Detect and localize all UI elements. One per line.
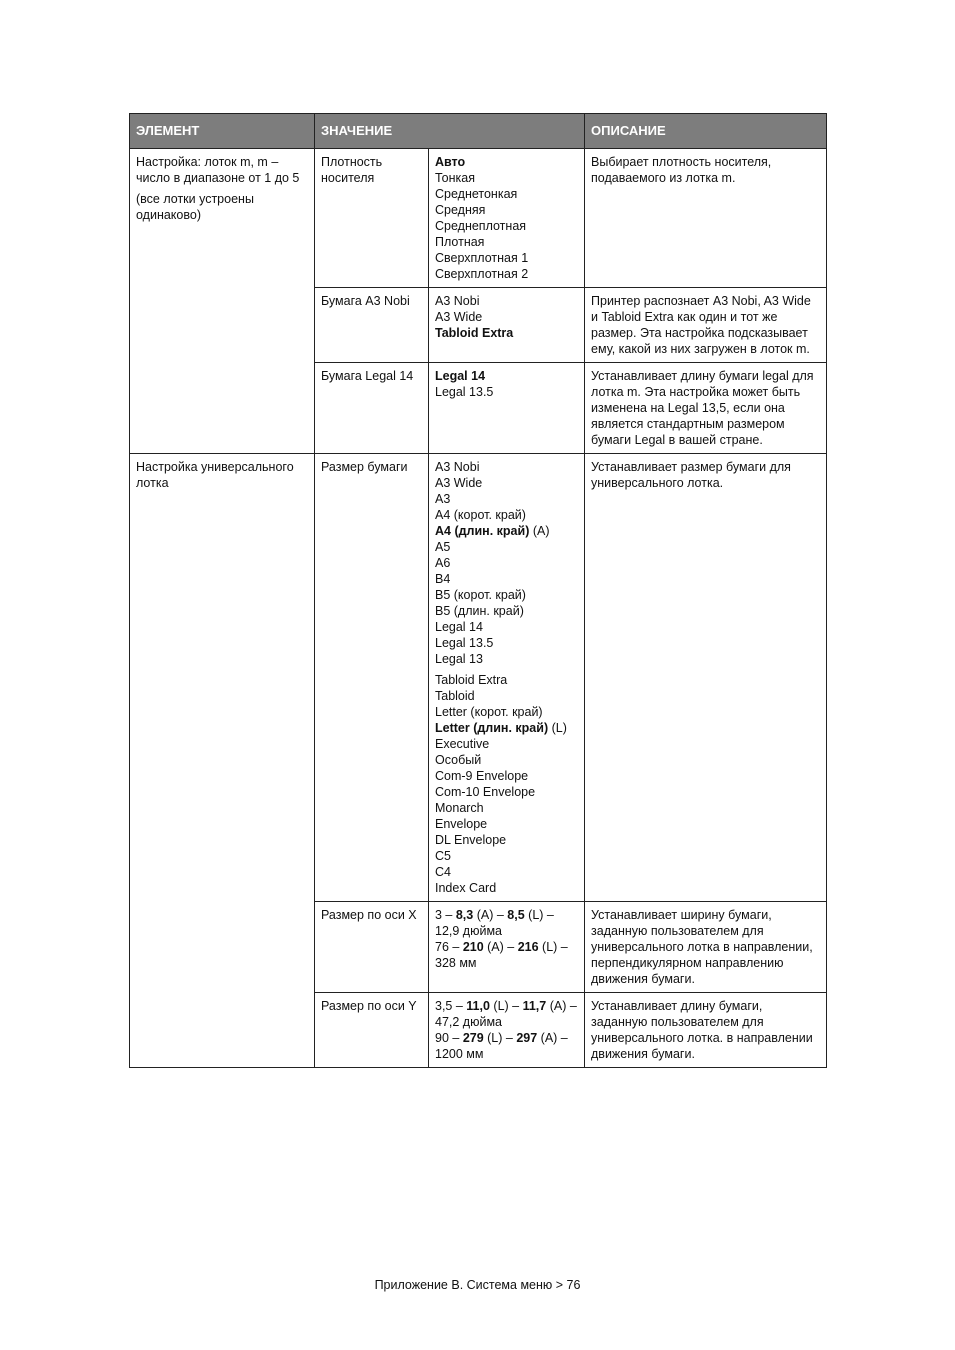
option: Тонкая bbox=[435, 171, 475, 185]
setting-values bbox=[429, 149, 585, 288]
option: B5 (длин. край) bbox=[435, 604, 524, 618]
option: Особый bbox=[435, 753, 482, 767]
option: C4 bbox=[435, 865, 451, 879]
table-row bbox=[130, 454, 827, 902]
option: Index Card bbox=[435, 881, 497, 895]
setting-description: Принтер распознает A3 Nobi, A3 Wide и Tabloid Extra как один и тот же размер. Эта настройка подсказывает ему, какой из них загружен в лоток m. bbox=[585, 288, 827, 363]
table-row bbox=[130, 149, 827, 288]
option: Com-9 Envelope bbox=[435, 769, 529, 783]
option: Legal 13 bbox=[435, 652, 483, 666]
element-cell-mp-tray bbox=[130, 454, 315, 1068]
setting-values bbox=[429, 902, 585, 993]
option: Com-10 Envelope bbox=[435, 785, 536, 799]
option: B4 bbox=[435, 572, 451, 586]
element-cell-tray bbox=[130, 149, 315, 454]
menu-settings-table bbox=[129, 113, 827, 1068]
element-mp-tray-label: Настройка универсального лотка bbox=[136, 460, 294, 490]
option: Среднеплотная bbox=[435, 219, 527, 233]
option: Сверхплотная 1 bbox=[435, 251, 529, 265]
option: Executive bbox=[435, 737, 490, 751]
setting-values bbox=[429, 993, 585, 1068]
setting-description: Устанавливает ширину бумаги, заданную пользователем для универсального лотка в направлении, перпендикулярном направлению движения бумаги. bbox=[585, 902, 827, 993]
option: C5 bbox=[435, 849, 451, 863]
page-footer: Приложение В. Система меню > 76 bbox=[374, 1278, 581, 1292]
option: Плотная bbox=[435, 235, 485, 249]
range-mm: 76 – 210 (A) – 216 (L) – 328 мм bbox=[435, 940, 568, 970]
option: A3 Nobi bbox=[435, 460, 480, 474]
header-description: ОПИСАНИЕ bbox=[585, 114, 827, 149]
option: A3 Wide bbox=[435, 476, 483, 490]
option-default: Letter (длин. край) (L) bbox=[435, 721, 567, 735]
option: B5 (корот. край) bbox=[435, 588, 526, 602]
header-value: ЗНАЧЕНИЕ bbox=[315, 114, 585, 149]
option: A3 bbox=[435, 492, 451, 506]
setting-values bbox=[429, 288, 585, 363]
option: Tabloid Extra bbox=[435, 673, 508, 687]
option: Legal 13.5 bbox=[435, 636, 494, 650]
option: Среднетонкая bbox=[435, 187, 518, 201]
option: Envelope bbox=[435, 817, 488, 831]
table-header-row bbox=[130, 114, 827, 149]
setting-description: Выбирает плотность носителя, подаваемого из лотка m. bbox=[585, 149, 827, 288]
option: Tabloid bbox=[435, 689, 475, 703]
option: A3 Nobi bbox=[435, 294, 480, 308]
option-default: Авто bbox=[435, 155, 466, 169]
option: A3 Wide bbox=[435, 310, 483, 324]
setting-description: Устанавливает длину бумаги, заданную пользователем для универсального лотка. в направлении движения бумаги. bbox=[585, 993, 827, 1068]
option: Сверхплотная 2 bbox=[435, 267, 529, 281]
option: A6 bbox=[435, 556, 451, 570]
setting-name: Размер бумаги bbox=[315, 454, 429, 902]
option: A4 (корот. край) bbox=[435, 508, 526, 522]
option: A5 bbox=[435, 540, 451, 554]
option-default: Legal 14 bbox=[435, 369, 486, 383]
setting-values bbox=[429, 363, 585, 454]
header-element: ЭЛЕМЕНТ bbox=[130, 114, 315, 149]
setting-name: Бумага A3 Nobi bbox=[315, 288, 429, 363]
option-default: A4 (длин. край) (A) bbox=[435, 524, 550, 538]
option: Legal 13.5 bbox=[435, 385, 494, 399]
range-inch: 3,5 – 11,0 (L) – 11,7 (A) – 47,2 дюйма bbox=[435, 999, 577, 1029]
option: Средняя bbox=[435, 203, 486, 217]
option: DL Envelope bbox=[435, 833, 507, 847]
range-inch: 3 – 8,3 (A) – 8,5 (L) – 12,9 дюйма bbox=[435, 908, 554, 938]
option: Monarch bbox=[435, 801, 484, 815]
setting-name: Размер по оси Y bbox=[315, 993, 429, 1068]
setting-description: Устанавливает длину бумаги legal для лотка m. Эта настройка может быть изменена на Legal 13,5, если она является стандартным размером бумаги Legal в вашей стране. bbox=[585, 363, 827, 454]
option: Legal 14 bbox=[435, 620, 483, 634]
setting-values bbox=[429, 454, 585, 902]
range-mm: 90 – 279 (L) – 297 (A) – 1200 мм bbox=[435, 1031, 568, 1061]
option: Letter (корот. край) bbox=[435, 705, 543, 719]
setting-name: Бумага Legal 14 bbox=[315, 363, 429, 454]
element-tray-label: Настройка: лоток m, m – число в диапазоне от 1 до 5 bbox=[136, 155, 300, 185]
element-tray-note: (все лотки устроены одинаково) bbox=[136, 192, 254, 222]
setting-name: Плотность носителя bbox=[315, 149, 429, 288]
option-default: Tabloid Extra bbox=[435, 326, 514, 340]
setting-name: Размер по оси X bbox=[315, 902, 429, 993]
setting-description: Устанавливает размер бумаги для универсального лотка. bbox=[585, 454, 827, 902]
